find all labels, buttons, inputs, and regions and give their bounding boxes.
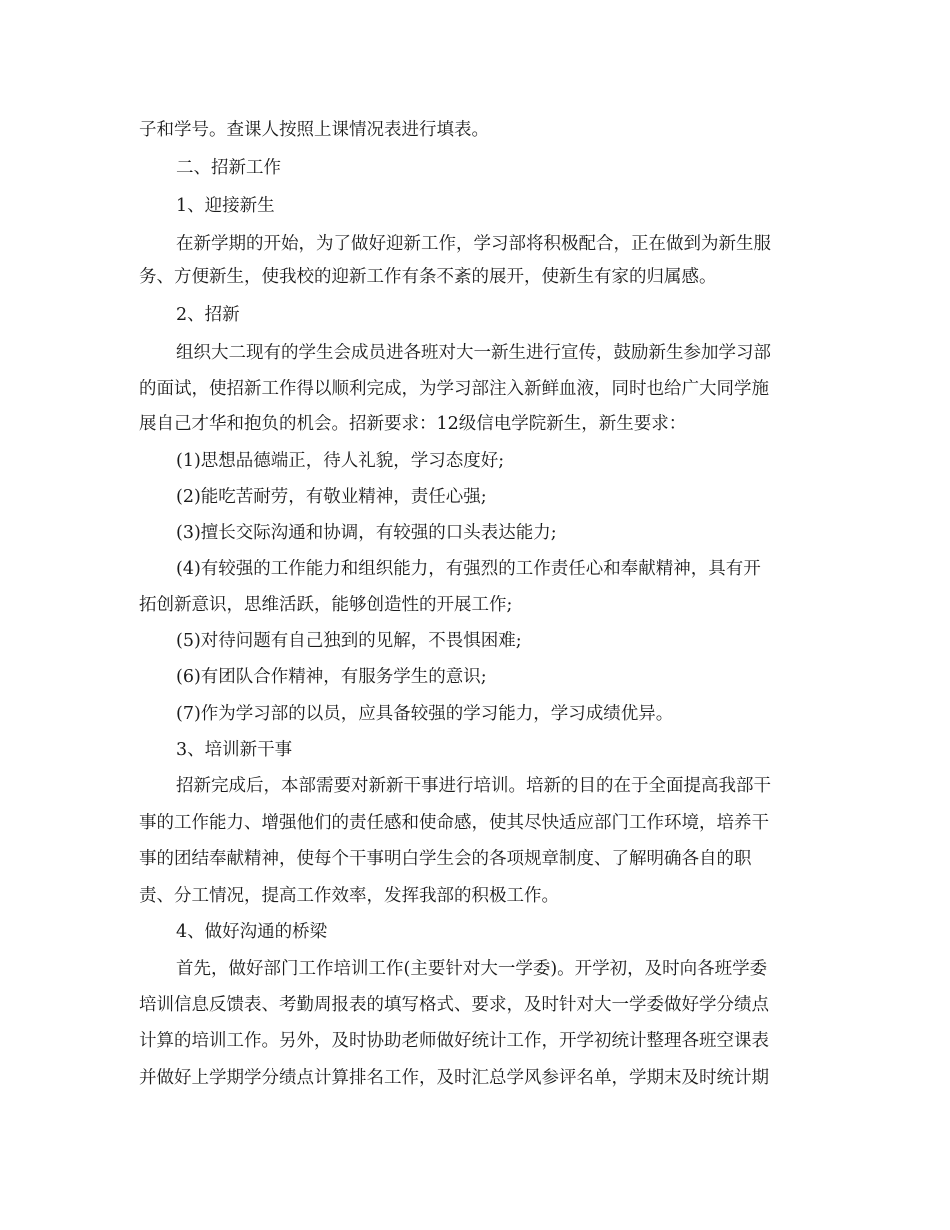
- subsection-heading: 3、培训新干事: [176, 740, 293, 760]
- list-item: (6)有团队合作精神，有服务学生的意识;: [176, 667, 487, 687]
- list-item: (5)对待问题有自己独到的见解，不畏惧困难;: [176, 631, 522, 651]
- list-item: (4)有较强的工作能力和组织能力，有强烈的工作责任心和奉献精神，具有开: [176, 559, 761, 579]
- list-item-continuation: 拓创新意识，思维活跃，能够创造性的开展工作;: [139, 595, 513, 615]
- list-item: (7)作为学习部的以员，应具备较强的学习能力，学习成绩优异。: [176, 704, 674, 724]
- paragraph-line: 责、分工情况，提高工作效率，发挥我部的积极工作。: [139, 886, 559, 906]
- subsection-heading: 2、招新: [176, 305, 240, 325]
- paragraph-line: 事的团结奉献精神，使每个干事明白学生会的各项规章制度、了解明确各自的职: [139, 849, 752, 869]
- paragraph-line: 计算的培训工作。另外，及时协助老师做好统计工作，开学初统计整理各班空课表: [139, 1031, 769, 1051]
- paragraph-line: 首先，做好部门工作培训工作(主要针对大一学委)。开学初，及时向各班学委: [176, 959, 768, 979]
- text-line: 子和学号。查课人按照上课情况表进行填表。: [139, 120, 489, 140]
- paragraph-line: 展自己才华和抱负的机会。招新要求：12级信电学院新生，新生要求：: [139, 414, 687, 434]
- list-item: (2)能吃苦耐劳，有敬业精神，责任心强;: [176, 487, 487, 507]
- paragraph-line: 组织大二现有的学生会成员进各班对大一新生进行宣传，鼓励新生参加学习部: [176, 343, 771, 363]
- list-item: (1)思想品德端正，待人礼貌，学习态度好;: [176, 451, 505, 471]
- paragraph-line: 务、方便新生，使我校的迎新工作有条不紊的展开，使新生有家的归属感。: [139, 267, 717, 287]
- paragraph-line: 并做好上学期学分绩点计算排名工作，及时汇总学风参评名单，学期末及时统计期: [139, 1068, 769, 1088]
- paragraph-line: 在新学期的开始，为了做好迎新工作，学习部将积极配合，正在做到为新生服: [176, 234, 771, 254]
- list-item: (3)擅长交际沟通和协调，有较强的口头表达能力;: [176, 523, 557, 543]
- subsection-heading: 4、做好沟通的桥梁: [176, 922, 328, 942]
- subsection-heading: 1、迎接新生: [176, 196, 275, 216]
- paragraph-line: 招新完成后，本部需要对新新干事进行培训。培新的目的在于全面提高我部干: [176, 776, 771, 796]
- paragraph-line: 事的工作能力、增强他们的责任感和使命感，使其尽快适应部门工作环境，培养干: [139, 813, 769, 833]
- section-heading: 二、招新工作: [176, 158, 281, 178]
- paragraph-line: 的面试，使招新工作得以顺利完成，为学习部注入新鲜血液，同时也给广大同学施: [139, 379, 769, 399]
- paragraph-line: 培训信息反馈表、考勤周报表的填写格式、要求，及时针对大一学委做好学分绩点: [139, 995, 769, 1015]
